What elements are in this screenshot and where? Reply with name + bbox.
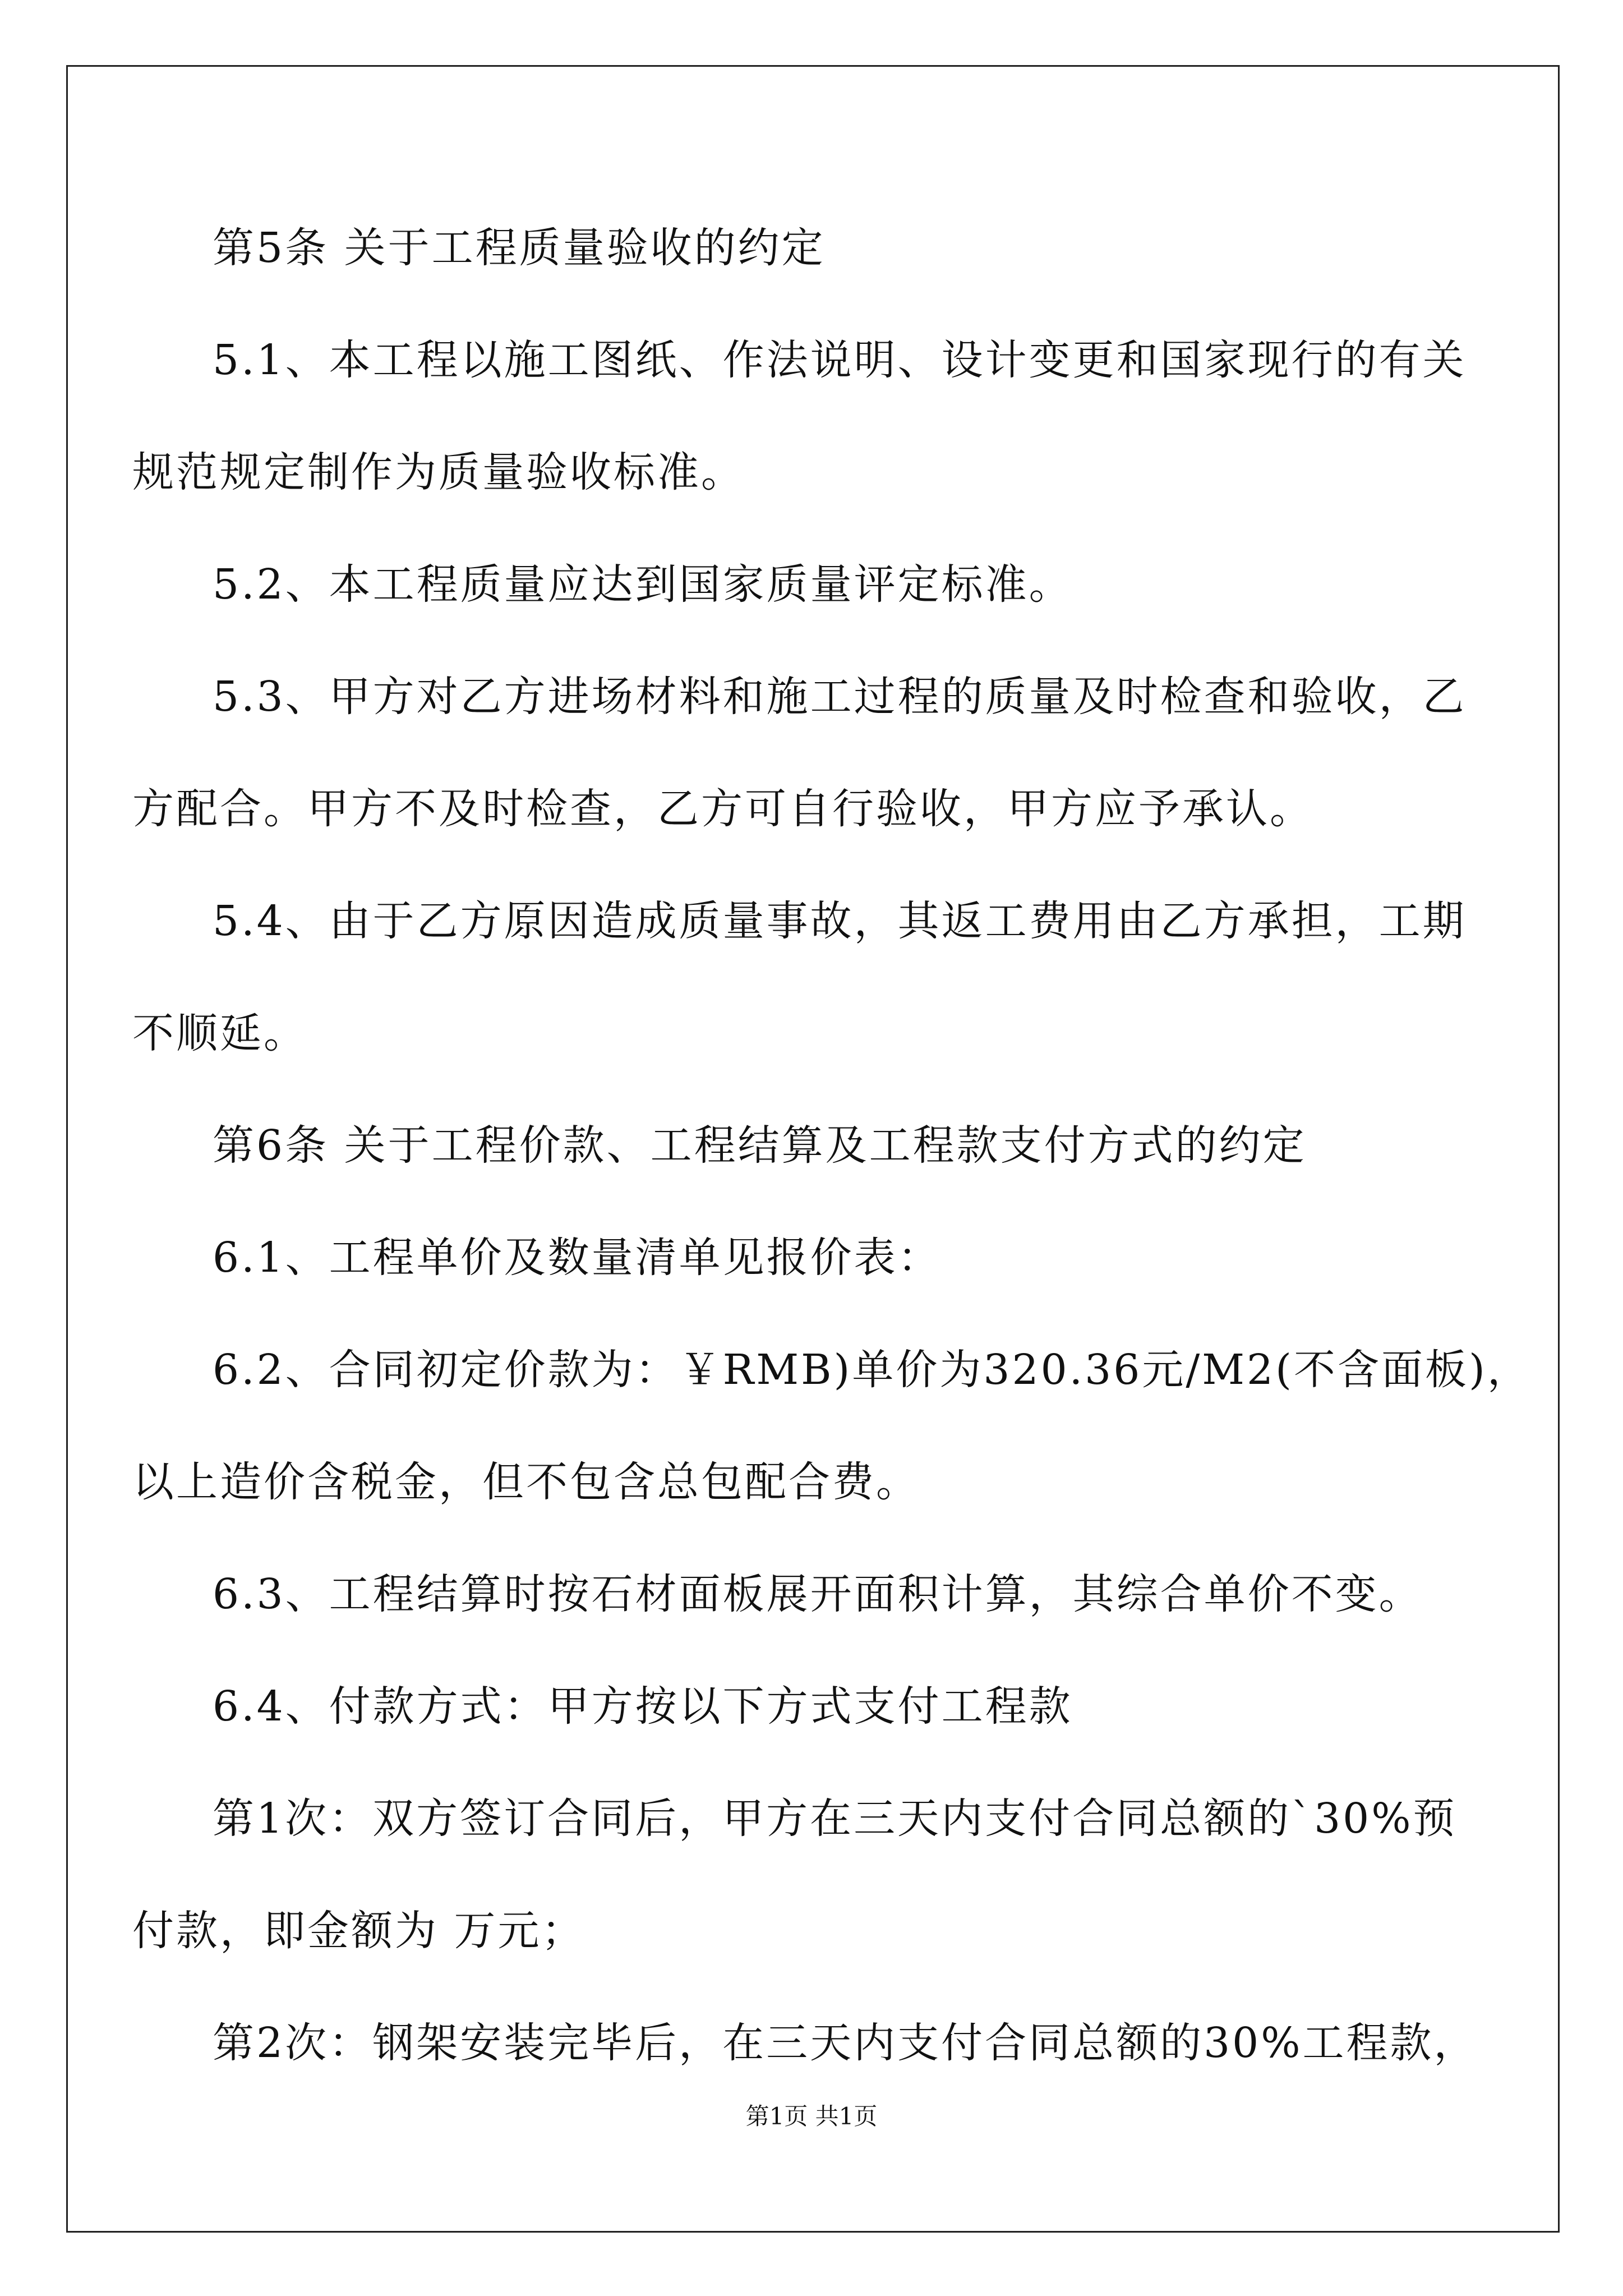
paragraph-5-2: 5.2、本工程质量应达到国家质量评定标准。 <box>213 560 1073 609</box>
paragraph-5-1-line-2: 规范规定制作为质量验收标准。 <box>132 448 745 496</box>
payment-1-line-1: 第1次：双方签订合同后，甲方在三天内支付合同总额的`30%预 <box>213 1795 1457 1843</box>
section-6-heading: 第6条 关于工程价款、工程结算及工程款支付方式的约定 <box>213 1121 1307 1170</box>
paragraph-5-4-line-2: 不顺延。 <box>132 1009 307 1057</box>
payment-1-line-2: 付款，即金额为 万元； <box>132 1907 585 1955</box>
paragraph-5-4-line-1: 5.4、由于乙方原因造成质量事故，其返工费用由乙方承担，工期 <box>213 897 1467 945</box>
paragraph-5-1-line-1: 5.1、本工程以施工图纸、作法说明、设计变更和国家现行的有关 <box>213 336 1467 384</box>
paragraph-6-4: 6.4、付款方式：甲方按以下方式支付工程款 <box>213 1682 1073 1731</box>
paragraph-6-2-line-1: 6.2、合同初定价款为：￥RMB)单价为320.36元/M2(不含面板)， <box>213 1346 1531 1394</box>
page-footer: 第1页 共1页 <box>745 2102 878 2130</box>
paragraph-5-3-line-2: 方配合。甲方不及时检查，乙方可自行验收，甲方应予承认。 <box>132 785 1313 833</box>
paragraph-5-3-line-1: 5.3、甲方对乙方进场材料和施工过程的质量及时检查和验收，乙 <box>213 673 1467 721</box>
payment-2-line-1: 第2次：钢架安装完毕后，在三天内支付合同总额的30%工程款， <box>213 2019 1478 2067</box>
paragraph-6-2-line-2: 以上造价含税金，但不包含总包配合费。 <box>132 1458 920 1506</box>
paragraph-6-3: 6.3、工程结算时按石材面板展开面积计算，其综合单价不变。 <box>213 1570 1423 1618</box>
section-5-heading: 第5条 关于工程质量验收的约定 <box>213 224 826 272</box>
paragraph-6-1: 6.1、工程单价及数量清单见报价表： <box>213 1234 942 1282</box>
